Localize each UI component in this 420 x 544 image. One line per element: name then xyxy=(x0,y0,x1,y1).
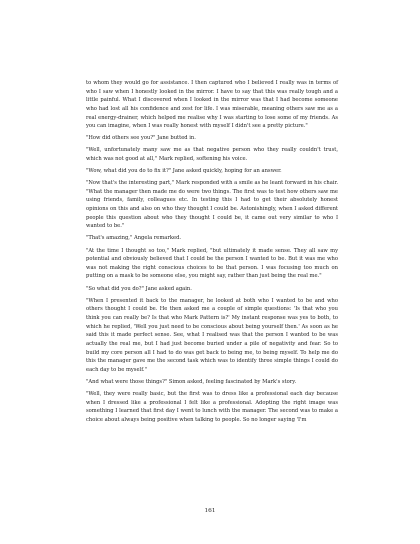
body-text xyxy=(86,79,338,428)
paragraph: "That's amazing," Angela remarked. xyxy=(86,235,182,242)
paragraph: "Well, unfortunately many saw me as that negative person who they really couldn't trust, which was not good at all," Mark replied, softening his voice. xyxy=(86,147,338,163)
paragraph: "So what did you do?" Jane asked again. xyxy=(86,285,192,292)
paragraph: "When I presented it back to the manager, he looked at both who I wanted to be and who others thought I could be. He then asked me a couple of simple questions: 'Is that who you think you can really be? Is that who Mark Pattern is?' My instant response was yes to both, to which he replied, 'Well you just need to be conscious about being yourself then.' As soon as he said this it made perfect sense. See, what I realised was that the person I wanted to be was actually the real me, but I had just become buried under a pile of negativity and fear. So to build my core person all I had to do was get back to being me, to being myself. To help me do this the manager gave me the second task which was to identify three simple things I could do each day to be myself." xyxy=(86,297,338,373)
paragraph: "And what were those things?" Simon asked, feeling fascinated by Mark's story. xyxy=(86,378,297,385)
paragraph: "At the time I thought so too," Mark replied, "but ultimately it made sense. They all saw my potential and obviously believed that I could be the person I wanted to be. But it was me who was not making the right conscious choices to be that person. I was focusing too much on putting on a mask to be someone else, you might say, rather than just being the real me." xyxy=(86,247,338,280)
paragraph: to whom they would go for assistance. I then captured who I believed I really was in terms of who I saw when I honestly looked in the mirror. I have to say that this was really tough and a little painful. What I discovered when I looked in the mirror was that I had become someone who had lost all his confidence and zest for life. I was miserable, meaning others saw me as a real energy-drainer, which helped me realise why I was starting to lose some of my friends. As you can imagine, when I was really honest with myself I didn't see a pretty picture." xyxy=(86,80,338,130)
page-number: 161 xyxy=(204,508,216,514)
paragraph: "Well, they were really basic, but the first was to dress like a professional each day because when I dressed like a professional I felt like a professional. Adopting the right image was something I learned that first day I went to lunch with the manager. The second was to make a choice about always being positive when talking to people. So no longer saying 'I'm xyxy=(86,390,338,423)
paragraph: "Now that's the interesting part," Mark responded with a smile as he leant forward in his chair. "What the manager then made me do were two things. The first was to test how others saw me using friends, family, colleagues etc. In testing this I had to get their absolutely honest opinions on this and also on who they thought I could be. Astonishingly, when I asked different people this question about who they thought I could be, it came out very similar to who I wanted to be." xyxy=(86,180,338,230)
paragraph: "How did others see you?" Jane butted in. xyxy=(86,135,196,142)
paragraph: "Wow, what did you do to fix it?" Jane asked quickly, hoping for an answer. xyxy=(86,168,282,175)
